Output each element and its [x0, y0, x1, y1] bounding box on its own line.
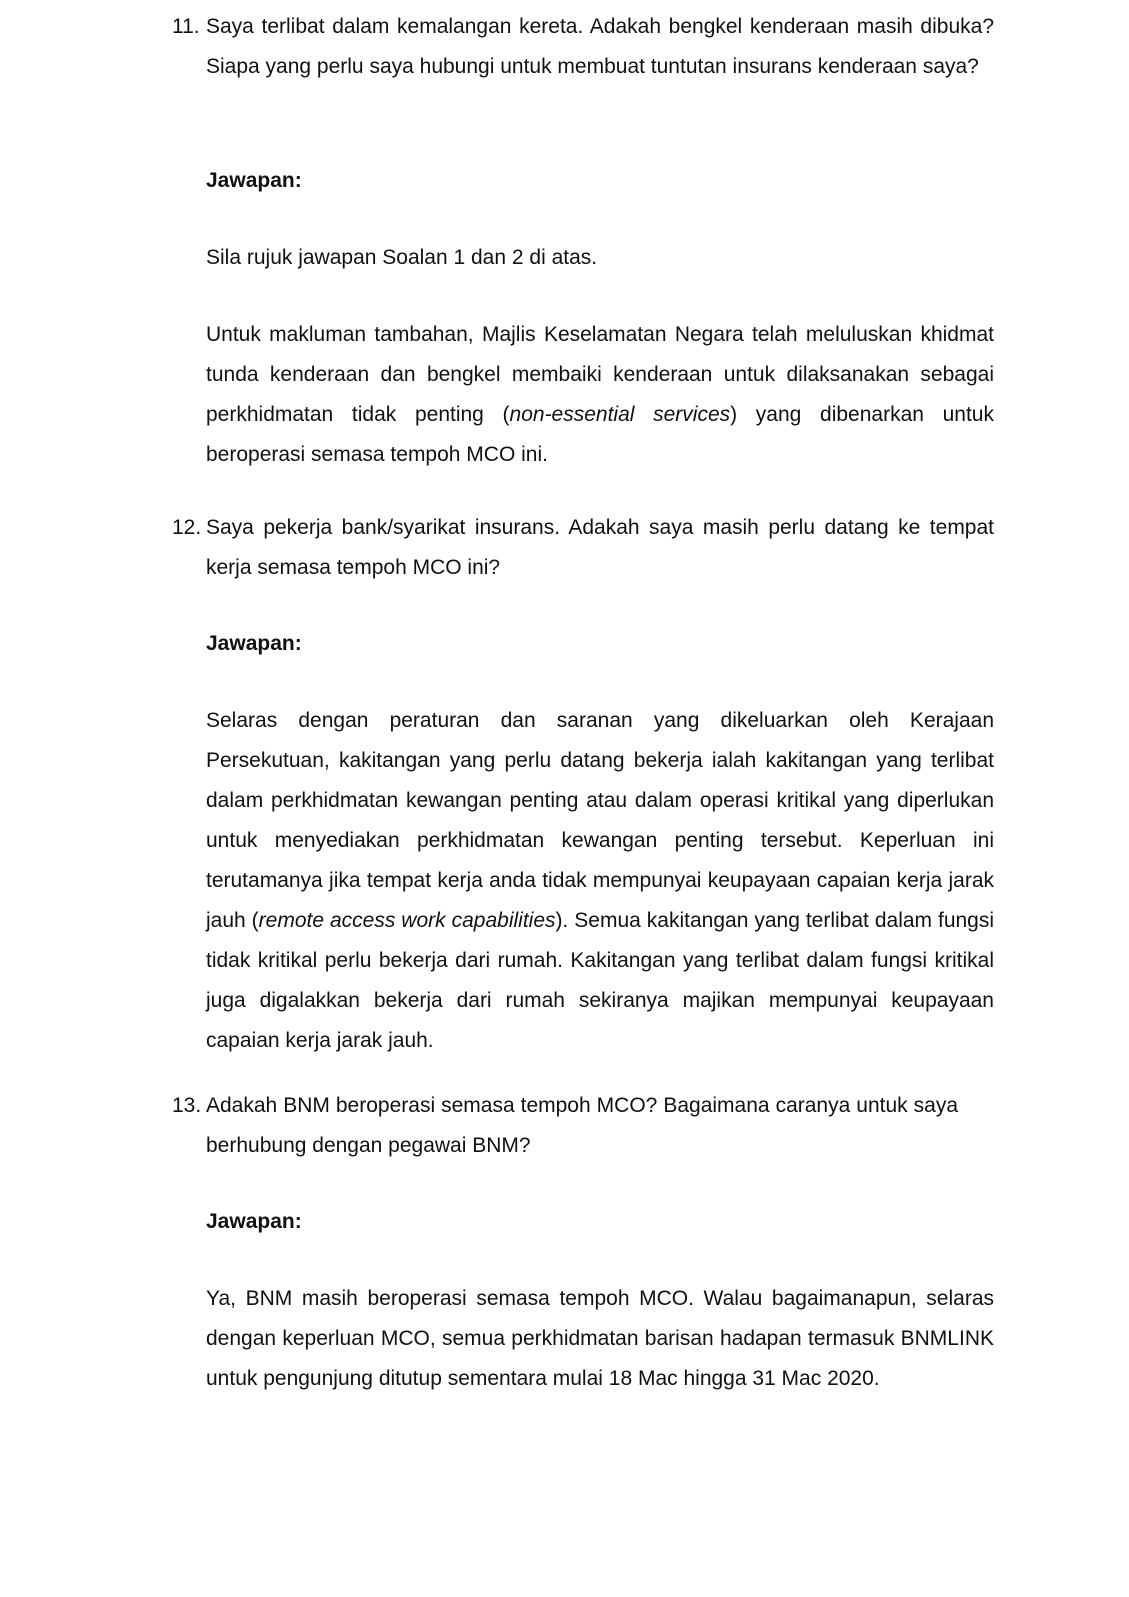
question-text: Saya pekerja bank/syarikat insurans. Adakah saya masih perlu datang ke tempat kerja semasa tempoh MCO ini? — [206, 516, 994, 579]
question-text: Saya terlibat dalam kemalangan kereta. Adakah bengkel kenderaan masih dibuka? Siapa yang perlu saya hubungi untuk membuat tuntutan insurans kenderaan saya? — [206, 15, 994, 78]
answer-heading: Jawapan: — [206, 169, 302, 192]
answer-paragraph — [206, 315, 994, 475]
answer-text: ). Semua kakitangan yang terlibat dalam fungsi tidak kritikal perlu bekerja dari rumah. Kakitangan yang terlibat dalam fungsi kritikal juga digalakkan bekerja dari rumah sekiranya majikan mempunyai keupayaan capaian kerja jarak jauh. — [206, 909, 995, 1052]
answer-paragraph: Ya, BNM masih beroperasi semasa tempoh MCO. Walau bagaimanapun, selaras dengan keperluan MCO, semua perkhidmatan barisan hadapan termasuk BNMLINK untuk pengunjung ditutup sementara mulai 18 Mac hingga 31 Mac 2020. — [206, 1287, 994, 1390]
answer-heading: Jawapan: — [206, 632, 302, 655]
answer-paragraph — [206, 701, 994, 1061]
question-number: 11. — [172, 15, 200, 38]
question-12 — [172, 508, 994, 588]
answer-italic-text: non-essential services — [509, 403, 731, 426]
question-number: 13. — [172, 1094, 202, 1117]
question-text: Adakah BNM beroperasi semasa tempoh MCO? Bagaimana caranya untuk saya berhubung dengan pegawai BNM? — [206, 1094, 958, 1157]
answer-heading: Jawapan: — [206, 1210, 302, 1233]
answer-italic-text: remote access work capabilities — [258, 909, 556, 932]
answer-text: Selaras dengan peraturan dan saranan yang dikeluarkan oleh Kerajaan Persekutuan, kakitangan yang perlu datang bekerja ialah kakitangan yang terlibat dalam perkhidmatan kewangan penting atau dalam operasi kritikal yang diperlukan untuk menyediakan perkhidmatan kewangan penting tersebut. Keperluan ini terutamanya jika tempat kerja anda tidak mempunyai keupayaan capaian kerja jarak jauh ( — [206, 709, 994, 932]
answer-text: Untuk makluman tambahan, Majlis Keselamatan Negara telah meluluskan khidmat tunda kenderaan dan bengkel membaiki kenderaan untuk dilaksanakan sebagai perkhidmatan tidak penting ( — [206, 323, 994, 426]
question-11 — [172, 7, 994, 87]
question-number: 12. — [172, 516, 202, 539]
answer-text: ) yang dibenarkan untuk beroperasi semasa tempoh MCO ini. — [206, 403, 994, 466]
answer-paragraph: Sila rujuk jawapan Soalan 1 dan 2 di atas. — [206, 246, 598, 269]
question-13 — [172, 1086, 994, 1166]
